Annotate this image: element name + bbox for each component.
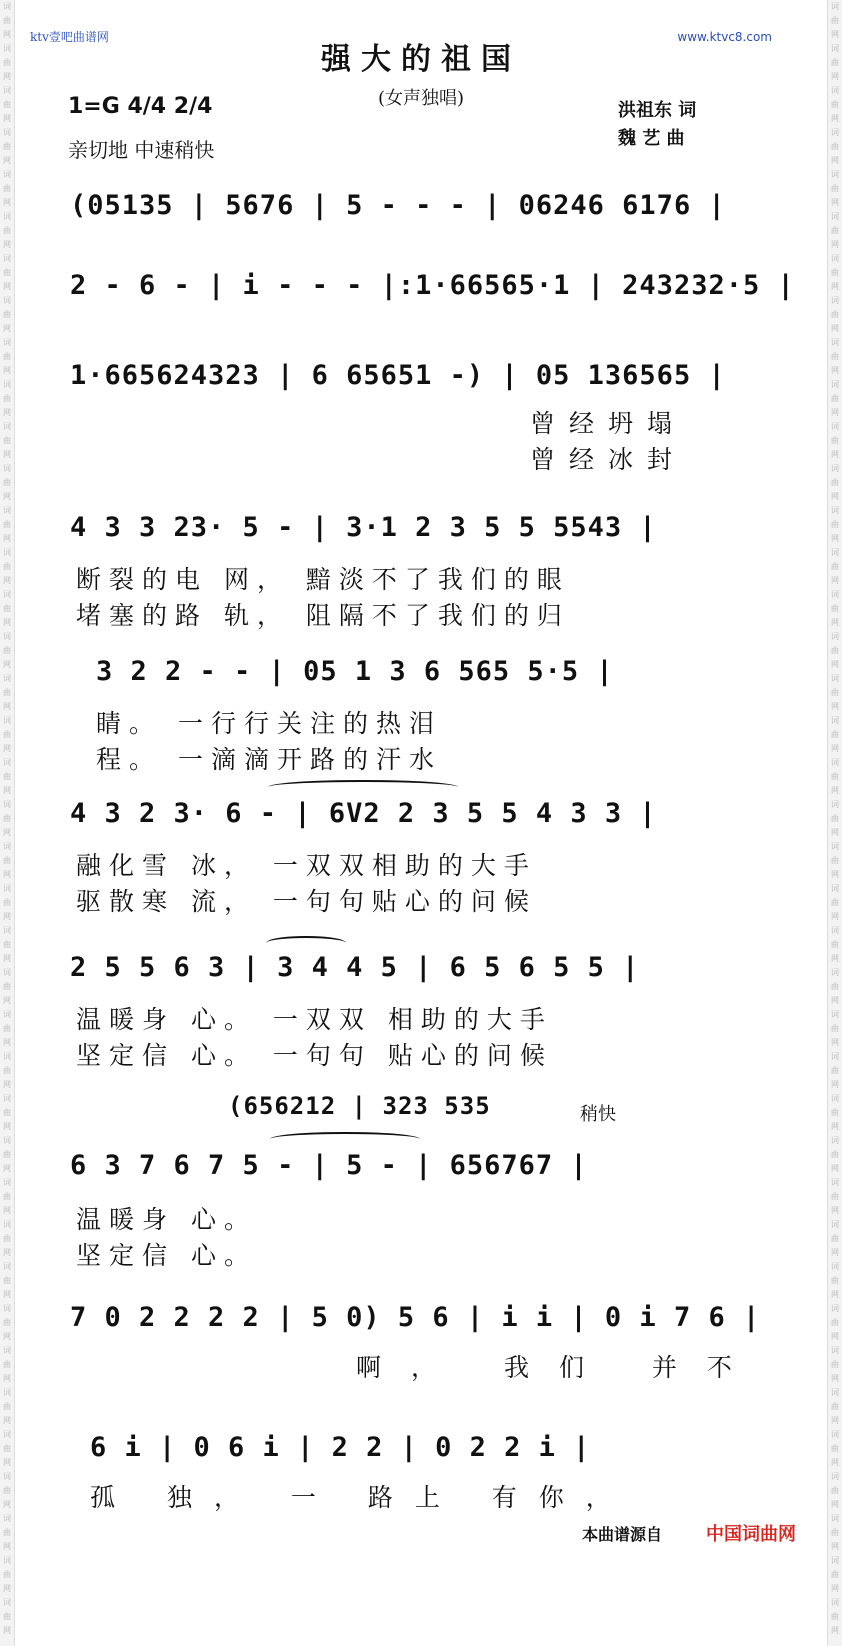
side-watermark-char: 曲 bbox=[3, 646, 11, 655]
side-watermark-char: 网 bbox=[831, 1542, 839, 1551]
lyric-row-5a: 睛。 一行行关注的热泪 bbox=[96, 709, 442, 738]
side-watermark-char: 词 bbox=[831, 1010, 839, 1019]
side-watermark-char: 词 bbox=[3, 296, 11, 305]
notation-row-8: (656212 | 323 535 bbox=[228, 1092, 491, 1120]
side-watermark-char: 曲 bbox=[831, 688, 839, 697]
side-watermark-char: 曲 bbox=[3, 1486, 11, 1495]
side-watermark-char: 词 bbox=[831, 254, 839, 263]
side-watermark-char: 曲 bbox=[3, 1150, 11, 1159]
side-watermark-char: 词 bbox=[831, 1556, 839, 1565]
side-watermark-char: 曲 bbox=[831, 1066, 839, 1075]
side-watermark-char: 曲 bbox=[3, 604, 11, 613]
side-watermark-char: 网 bbox=[831, 492, 839, 501]
side-watermark-char: 网 bbox=[831, 1038, 839, 1047]
side-watermark-char: 曲 bbox=[3, 436, 11, 445]
side-watermark-char: 曲 bbox=[3, 226, 11, 235]
lyric-row-3a: 曾经坍塌 bbox=[530, 409, 687, 438]
notation-row-6: 4 3 2 3· 6 - | 6V2 2 3 5 5 4 3 3 | bbox=[70, 798, 657, 829]
slur bbox=[266, 936, 346, 950]
side-watermark-char: 网 bbox=[831, 114, 839, 123]
side-watermark-char: 词 bbox=[831, 338, 839, 347]
notation-row-5: 3 2 2 - - | 05 1 3 6 565 5·5 | bbox=[96, 656, 614, 687]
side-watermark-char: 词 bbox=[3, 44, 11, 53]
side-watermark-char: 词 bbox=[3, 1430, 11, 1439]
side-watermark-char: 词 bbox=[3, 1136, 11, 1145]
side-watermark-char: 词 bbox=[3, 2, 11, 11]
side-watermark-char: 网 bbox=[3, 1500, 11, 1509]
side-watermark-char: 词 bbox=[3, 1010, 11, 1019]
side-watermark-char: 网 bbox=[831, 534, 839, 543]
side-watermark-char: 曲 bbox=[831, 1360, 839, 1369]
side-watermark-char: 曲 bbox=[831, 1276, 839, 1285]
side-watermark-char: 词 bbox=[3, 758, 11, 767]
side-watermark-char: 曲 bbox=[831, 1318, 839, 1327]
lyric-row-9b: 坚定信 心。 bbox=[76, 1241, 257, 1270]
lyric-row-10: 啊， 我们 并不 bbox=[356, 1353, 762, 1382]
side-watermark-char: 词 bbox=[3, 716, 11, 725]
side-watermark-char: 曲 bbox=[831, 772, 839, 781]
side-watermark-char: 网 bbox=[831, 1122, 839, 1131]
side-watermark-char: 网 bbox=[3, 450, 11, 459]
side-watermark-char: 曲 bbox=[831, 1150, 839, 1159]
side-watermark-char: 词 bbox=[831, 884, 839, 893]
side-watermark-char: 网 bbox=[831, 870, 839, 879]
side-watermark-char: 曲 bbox=[3, 1066, 11, 1075]
side-watermark-char: 词 bbox=[3, 1304, 11, 1313]
side-watermark-char: 网 bbox=[3, 72, 11, 81]
tempo-change: 稍快 bbox=[580, 1104, 616, 1125]
side-watermark-char: 词 bbox=[3, 1598, 11, 1607]
side-watermark-char: 词 bbox=[3, 842, 11, 851]
side-watermark-char: 网 bbox=[3, 996, 11, 1005]
side-watermark-char: 网 bbox=[3, 1290, 11, 1299]
side-watermark-char: 曲 bbox=[3, 1528, 11, 1537]
side-watermark-char: 网 bbox=[831, 282, 839, 291]
side-watermark-char: 曲 bbox=[831, 1612, 839, 1621]
notation-row-2: 2 - 6 - | i - - - |:1·66565·1 | 243232·5 | bbox=[70, 270, 795, 301]
side-watermark-char: 词 bbox=[831, 1472, 839, 1481]
side-watermark-char: 曲 bbox=[3, 1234, 11, 1243]
side-watermark-char: 曲 bbox=[3, 394, 11, 403]
side-watermark-char: 词 bbox=[831, 926, 839, 935]
side-watermark-char: 曲 bbox=[3, 100, 11, 109]
side-watermark-char: 曲 bbox=[3, 1360, 11, 1369]
side-watermark-char: 网 bbox=[3, 198, 11, 207]
side-watermark-char: 曲 bbox=[3, 58, 11, 67]
side-watermark-char: 词 bbox=[831, 170, 839, 179]
side-watermark-char: 曲 bbox=[831, 352, 839, 361]
side-watermark-char: 网 bbox=[831, 1080, 839, 1089]
side-watermark-char: 网 bbox=[3, 1038, 11, 1047]
side-watermark-char: 网 bbox=[3, 1332, 11, 1341]
side-watermark-char: 网 bbox=[3, 618, 11, 627]
side-watermark-char: 词 bbox=[3, 926, 11, 935]
side-watermark-char: 词 bbox=[831, 1304, 839, 1313]
side-watermark-char: 曲 bbox=[831, 184, 839, 193]
right-watermark-strip bbox=[827, 0, 842, 1646]
side-watermark-char: 曲 bbox=[3, 520, 11, 529]
side-watermark-char: 网 bbox=[3, 1584, 11, 1593]
notation-row-7: 2 5 5 6 3 | 3 4 4 5 | 6 5 6 5 5 | bbox=[70, 952, 640, 983]
side-watermark-char: 网 bbox=[831, 1164, 839, 1173]
song-subtitle: (女声独唱) bbox=[377, 88, 465, 109]
side-watermark-char: 曲 bbox=[831, 898, 839, 907]
side-watermark-char: 网 bbox=[831, 828, 839, 837]
lyric-row-4a: 断裂的电 网， 黯淡不了我们的眼 bbox=[76, 565, 570, 594]
side-watermark-char: 词 bbox=[3, 1262, 11, 1271]
side-watermark-char: 网 bbox=[831, 1416, 839, 1425]
side-watermark-char: 曲 bbox=[831, 310, 839, 319]
side-watermark-char: 词 bbox=[831, 44, 839, 53]
notation-row-1: (05135 | 5676 | 5 - - - | 06246 6176 | bbox=[70, 190, 726, 221]
side-watermark-char: 曲 bbox=[831, 478, 839, 487]
side-watermark-char: 网 bbox=[3, 534, 11, 543]
side-watermark-char: 词 bbox=[3, 590, 11, 599]
side-watermark-char: 曲 bbox=[831, 142, 839, 151]
lyric-row-3b: 曾经冰封 bbox=[530, 445, 687, 474]
side-watermark-char: 网 bbox=[3, 282, 11, 291]
side-watermark-char: 词 bbox=[3, 254, 11, 263]
side-watermark-char: 词 bbox=[831, 758, 839, 767]
side-watermark-char: 网 bbox=[3, 30, 11, 39]
side-watermark-char: 词 bbox=[831, 1262, 839, 1271]
side-watermark-char: 网 bbox=[3, 660, 11, 669]
side-watermark-char: 网 bbox=[3, 240, 11, 249]
side-watermark-char: 网 bbox=[831, 30, 839, 39]
side-watermark-char: 曲 bbox=[3, 1192, 11, 1201]
side-watermark-char: 词 bbox=[3, 380, 11, 389]
side-watermark-char: 曲 bbox=[3, 1612, 11, 1621]
side-watermark-char: 词 bbox=[831, 1598, 839, 1607]
side-watermark-char: 词 bbox=[3, 632, 11, 641]
side-watermark-char: 曲 bbox=[3, 814, 11, 823]
lyric-row-6a: 融化雪 冰， 一双双相助的大手 bbox=[76, 851, 537, 880]
notation-row-10: 7 0 2 2 2 2 | 5 0) 5 6 | i i | 0 i 7 6 | bbox=[70, 1302, 761, 1333]
lyricist-credit: 洪祖东 词 bbox=[618, 100, 697, 121]
lyric-row-7b: 坚定信 心。 一句句 贴心的问候 bbox=[76, 1041, 553, 1070]
side-watermark-char: 词 bbox=[831, 86, 839, 95]
side-watermark-char: 曲 bbox=[3, 982, 11, 991]
side-watermark-char: 网 bbox=[831, 660, 839, 669]
side-watermark-char: 网 bbox=[3, 954, 11, 963]
side-watermark-char: 词 bbox=[831, 590, 839, 599]
footer-site-name: 中国词曲网 bbox=[706, 1524, 796, 1545]
side-watermark-char: 网 bbox=[831, 198, 839, 207]
side-watermark-char: 曲 bbox=[3, 1570, 11, 1579]
side-watermark-char: 词 bbox=[831, 1346, 839, 1355]
side-watermark-char: 词 bbox=[831, 296, 839, 305]
side-watermark-char: 词 bbox=[3, 464, 11, 473]
side-watermark-char: 曲 bbox=[831, 814, 839, 823]
side-watermark-char: 网 bbox=[831, 954, 839, 963]
side-watermark-char: 词 bbox=[3, 1094, 11, 1103]
side-watermark-char: 网 bbox=[831, 702, 839, 711]
side-watermark-char: 词 bbox=[831, 128, 839, 137]
side-watermark-char: 词 bbox=[3, 1220, 11, 1229]
side-watermark-char: 词 bbox=[831, 842, 839, 851]
side-watermark-char: 网 bbox=[3, 492, 11, 501]
side-watermark-char: 网 bbox=[3, 114, 11, 123]
side-watermark-char: 词 bbox=[3, 884, 11, 893]
side-watermark-char: 词 bbox=[831, 1388, 839, 1397]
side-watermark-char: 网 bbox=[831, 324, 839, 333]
side-watermark-char: 词 bbox=[3, 1514, 11, 1523]
side-watermark-char: 词 bbox=[3, 506, 11, 515]
side-watermark-char: 曲 bbox=[3, 772, 11, 781]
side-watermark-char: 词 bbox=[3, 1388, 11, 1397]
side-watermark-char: 词 bbox=[831, 632, 839, 641]
side-watermark-char: 词 bbox=[3, 212, 11, 221]
side-watermark-char: 词 bbox=[3, 548, 11, 557]
side-watermark-char: 网 bbox=[3, 1164, 11, 1173]
side-watermark-char: 网 bbox=[831, 618, 839, 627]
side-watermark-char: 网 bbox=[831, 576, 839, 585]
side-watermark-char: 曲 bbox=[831, 58, 839, 67]
notation-row-3: 1·665624323 | 6 65651 -) | 05 136565 | bbox=[70, 360, 726, 391]
side-watermark-char: 曲 bbox=[3, 1024, 11, 1033]
side-watermark-char: 曲 bbox=[831, 1528, 839, 1537]
side-watermark-char: 词 bbox=[831, 674, 839, 683]
side-watermark-char: 网 bbox=[831, 996, 839, 1005]
side-watermark-char: 词 bbox=[3, 968, 11, 977]
side-watermark-char: 词 bbox=[831, 548, 839, 557]
side-watermark-char: 网 bbox=[831, 1248, 839, 1257]
side-watermark-char: 词 bbox=[831, 464, 839, 473]
side-watermark-char: 网 bbox=[3, 1080, 11, 1089]
side-watermark-char: 网 bbox=[831, 1500, 839, 1509]
side-watermark-char: 曲 bbox=[831, 856, 839, 865]
side-watermark-char: 曲 bbox=[3, 142, 11, 151]
side-watermark-char: 曲 bbox=[831, 16, 839, 25]
lyric-row-7a: 温暖身 心。 一双双 相助的大手 bbox=[76, 1005, 553, 1034]
footer-source-label: 本曲谱源自 bbox=[581, 1525, 662, 1544]
side-watermark-char: 词 bbox=[831, 716, 839, 725]
side-watermark-char: 曲 bbox=[831, 1234, 839, 1243]
side-watermark-char: 网 bbox=[831, 1290, 839, 1299]
side-watermark-char: 曲 bbox=[831, 1108, 839, 1117]
side-watermark-char: 网 bbox=[831, 786, 839, 795]
side-watermark-char: 网 bbox=[3, 1122, 11, 1131]
side-watermark-char: 曲 bbox=[831, 100, 839, 109]
side-watermark-char: 词 bbox=[3, 1346, 11, 1355]
side-watermark-char: 曲 bbox=[831, 226, 839, 235]
side-watermark-char: 词 bbox=[3, 170, 11, 179]
side-watermark-char: 曲 bbox=[3, 898, 11, 907]
side-watermark-char: 曲 bbox=[831, 436, 839, 445]
side-watermark-char: 曲 bbox=[831, 394, 839, 403]
side-watermark-char: 曲 bbox=[3, 310, 11, 319]
side-watermark-char: 网 bbox=[831, 1626, 839, 1635]
side-watermark-char: 网 bbox=[3, 576, 11, 585]
side-watermark-char: 曲 bbox=[831, 646, 839, 655]
side-watermark-char: 词 bbox=[3, 1178, 11, 1187]
side-watermark-char: 网 bbox=[3, 828, 11, 837]
side-watermark-char: 词 bbox=[3, 1052, 11, 1061]
side-watermark-char: 曲 bbox=[831, 730, 839, 739]
side-watermark-char: 曲 bbox=[3, 1318, 11, 1327]
side-watermark-char: 词 bbox=[3, 128, 11, 137]
side-watermark-char: 曲 bbox=[3, 1402, 11, 1411]
notation-row-9: 6 3 7 6 7 5 - | 5 - | 656767 | bbox=[70, 1150, 588, 1181]
side-watermark-char: 曲 bbox=[3, 1108, 11, 1117]
side-watermark-char: 网 bbox=[831, 366, 839, 375]
side-watermark-char: 曲 bbox=[3, 268, 11, 277]
lyric-row-4b: 堵塞的路 轨， 阻隔不了我们的归 bbox=[76, 601, 570, 630]
side-watermark-char: 曲 bbox=[3, 352, 11, 361]
side-watermark-char: 网 bbox=[3, 324, 11, 333]
side-watermark-char: 网 bbox=[831, 408, 839, 417]
side-watermark-char: 曲 bbox=[3, 856, 11, 865]
side-watermark-char: 曲 bbox=[831, 520, 839, 529]
side-watermark-char: 网 bbox=[831, 1206, 839, 1215]
side-watermark-char: 词 bbox=[3, 338, 11, 347]
side-watermark-char: 词 bbox=[831, 1514, 839, 1523]
side-watermark-char: 曲 bbox=[831, 982, 839, 991]
side-watermark-char: 词 bbox=[831, 800, 839, 809]
side-watermark-char: 词 bbox=[831, 2, 839, 11]
side-watermark-char: 网 bbox=[3, 366, 11, 375]
side-watermark-char: 曲 bbox=[3, 688, 11, 697]
side-watermark-char: 词 bbox=[831, 1178, 839, 1187]
side-watermark-char: 曲 bbox=[831, 1444, 839, 1453]
side-watermark-char: 网 bbox=[831, 744, 839, 753]
lyric-row-11: 孤 独， 一 路上 有你， bbox=[90, 1483, 633, 1512]
side-watermark-char: 网 bbox=[3, 1374, 11, 1383]
side-watermark-char: 网 bbox=[3, 1206, 11, 1215]
side-watermark-char: 网 bbox=[3, 156, 11, 165]
side-watermark-char: 曲 bbox=[831, 268, 839, 277]
song-title: 强大的祖国 bbox=[321, 42, 521, 77]
side-watermark-char: 网 bbox=[831, 1374, 839, 1383]
side-watermark-char: 网 bbox=[831, 450, 839, 459]
side-watermark-char: 曲 bbox=[3, 940, 11, 949]
side-watermark-char: 曲 bbox=[831, 1024, 839, 1033]
side-watermark-char: 网 bbox=[3, 744, 11, 753]
left-watermark-strip bbox=[0, 0, 15, 1646]
side-watermark-char: 词 bbox=[831, 1430, 839, 1439]
side-watermark-char: 网 bbox=[3, 408, 11, 417]
side-watermark-char: 网 bbox=[831, 240, 839, 249]
side-watermark-char: 网 bbox=[831, 1584, 839, 1593]
side-watermark-char: 网 bbox=[831, 1332, 839, 1341]
side-watermark-char: 词 bbox=[831, 968, 839, 977]
side-watermark-char: 曲 bbox=[831, 562, 839, 571]
side-watermark-char: 网 bbox=[831, 912, 839, 921]
side-watermark-char: 词 bbox=[3, 422, 11, 431]
side-watermark-char: 词 bbox=[831, 422, 839, 431]
lyric-row-9a: 温暖身 心。 bbox=[76, 1205, 257, 1234]
side-watermark-char: 曲 bbox=[831, 604, 839, 613]
side-watermark-char: 网 bbox=[3, 1248, 11, 1257]
side-watermark-char: 网 bbox=[831, 72, 839, 81]
side-watermark-char: 曲 bbox=[3, 730, 11, 739]
side-watermark-char: 词 bbox=[3, 800, 11, 809]
tempo-marking: 亲切地 中速稍快 bbox=[68, 138, 215, 162]
side-watermark-char: 网 bbox=[3, 870, 11, 879]
side-watermark-char: 词 bbox=[831, 1052, 839, 1061]
side-watermark-char: 词 bbox=[3, 1472, 11, 1481]
slur bbox=[268, 780, 458, 794]
side-watermark-char: 网 bbox=[831, 156, 839, 165]
side-watermark-char: 曲 bbox=[3, 478, 11, 487]
side-watermark-char: 曲 bbox=[831, 1402, 839, 1411]
side-watermark-char: 曲 bbox=[831, 940, 839, 949]
side-watermark-char: 词 bbox=[831, 1136, 839, 1145]
side-watermark-char: 曲 bbox=[3, 1444, 11, 1453]
side-watermark-char: 曲 bbox=[3, 562, 11, 571]
side-watermark-char: 词 bbox=[831, 212, 839, 221]
side-watermark-char: 网 bbox=[3, 1626, 11, 1635]
notation-row-11: 6 i | 0 6 i | 2 2 | 0 2 2 i | bbox=[90, 1432, 591, 1463]
side-watermark-char: 网 bbox=[3, 786, 11, 795]
side-watermark-char: 网 bbox=[831, 1458, 839, 1467]
side-watermark-char: 词 bbox=[3, 1556, 11, 1565]
side-watermark-char: 词 bbox=[831, 380, 839, 389]
side-watermark-char: 曲 bbox=[3, 184, 11, 193]
side-watermark-char: 曲 bbox=[831, 1486, 839, 1495]
lyric-row-5b: 程。 一滴滴开路的汗水 bbox=[96, 745, 442, 774]
side-watermark-char: 曲 bbox=[3, 1276, 11, 1285]
side-watermark-char: 词 bbox=[831, 1094, 839, 1103]
side-watermark-char: 网 bbox=[3, 702, 11, 711]
side-watermark-char: 网 bbox=[3, 1416, 11, 1425]
notation-row-4: 4 3 3 23· 5 - | 3·1 2 3 5 5 5543 | bbox=[70, 512, 657, 543]
watermark-left: ktv壹吧曲谱网 bbox=[30, 30, 109, 44]
slur bbox=[270, 1132, 420, 1146]
side-watermark-char: 词 bbox=[3, 86, 11, 95]
side-watermark-char: 网 bbox=[3, 1542, 11, 1551]
side-watermark-char: 词 bbox=[3, 674, 11, 683]
lyric-row-6b: 驱散寒 流， 一句句贴心的问候 bbox=[76, 887, 537, 916]
composer-credit: 魏 艺 曲 bbox=[618, 128, 685, 149]
side-watermark-char: 网 bbox=[3, 912, 11, 921]
side-watermark-char: 词 bbox=[831, 1220, 839, 1229]
side-watermark-char: 词 bbox=[831, 506, 839, 515]
key-signature: 1=G 4/4 2/4 bbox=[68, 94, 213, 119]
side-watermark-char: 曲 bbox=[831, 1192, 839, 1201]
watermark-right: www.ktvc8.com bbox=[677, 30, 772, 44]
side-watermark-char: 网 bbox=[3, 1458, 11, 1467]
side-watermark-char: 曲 bbox=[3, 16, 11, 25]
side-watermark-char: 曲 bbox=[831, 1570, 839, 1579]
